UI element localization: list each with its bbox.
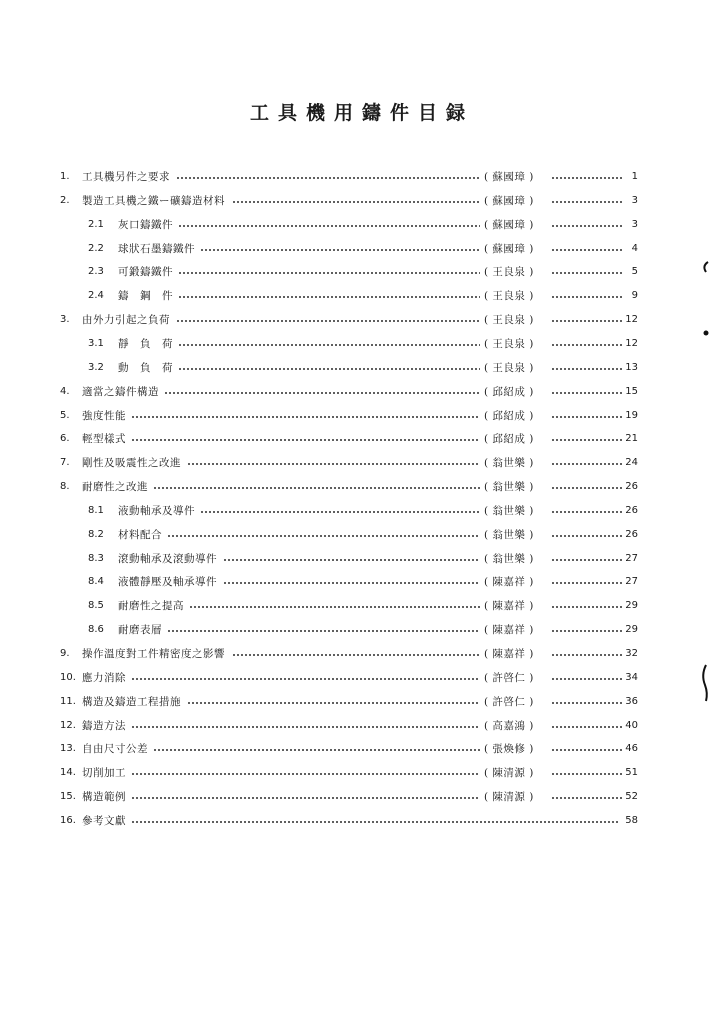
toc-entry-title: 可鍛鑄鐵件 bbox=[118, 266, 173, 278]
toc-entry-page: 15 bbox=[625, 386, 638, 397]
toc-entry-number: 16. bbox=[60, 815, 76, 826]
toc-entry-author: ( 蘇國璋 ) bbox=[484, 219, 534, 231]
toc-entry-page: 21 bbox=[625, 433, 638, 444]
toc-entry-number: 9. bbox=[60, 648, 70, 659]
toc-entry-page: 3 bbox=[631, 219, 638, 230]
toc-entry-page: 34 bbox=[625, 672, 638, 683]
toc-entry-title: 自由尺寸公差 bbox=[82, 743, 148, 755]
toc-entry-page: 24 bbox=[625, 457, 638, 468]
toc-entry-author: ( 蘇國璋 ) bbox=[484, 195, 534, 207]
toc-entry-number: 3.1 bbox=[88, 338, 104, 349]
toc-entry-number: 4. bbox=[60, 386, 70, 397]
toc-entry-page: 12 bbox=[625, 338, 638, 349]
toc-entry-author: ( 許啓仁 ) bbox=[484, 672, 534, 684]
toc-entry-title: 鑄造方法 bbox=[82, 720, 126, 732]
toc-entry-number: 8.2 bbox=[88, 529, 104, 540]
toc-entry-title: 參考文獻 bbox=[82, 815, 126, 827]
toc-entry-title: 液體靜壓及軸承導件 bbox=[118, 576, 217, 588]
toc-entry-page: 13 bbox=[625, 362, 638, 373]
toc-entry-author: ( 翁世樂 ) bbox=[484, 529, 534, 541]
toc-entry-title: 靜 負 荷 bbox=[118, 338, 173, 350]
toc-entry-page: 5 bbox=[631, 266, 638, 277]
toc-entry-author: ( 邱紹成 ) bbox=[484, 386, 534, 398]
toc-entry-author: ( 陳嘉祥 ) bbox=[484, 576, 534, 588]
toc-entry-author: ( 翁世樂 ) bbox=[484, 505, 534, 517]
toc-entry-title: 工具機另件之要求 bbox=[82, 171, 170, 183]
toc-entry-title: 滾動軸承及滾動導件 bbox=[118, 553, 217, 565]
scan-speck bbox=[704, 262, 708, 272]
toc-entry-title: 構造範例 bbox=[82, 791, 126, 803]
toc-entry-title: 液動軸承及導件 bbox=[118, 505, 195, 517]
toc-entry-author: ( 王良泉 ) bbox=[484, 314, 534, 326]
toc-entry-title: 輕型樣式 bbox=[82, 433, 126, 445]
toc-entry-title: 耐磨性之提高 bbox=[118, 600, 184, 612]
toc-entry-author: ( 張煥修 ) bbox=[484, 743, 534, 755]
toc-entry-author: ( 高嘉鴻 ) bbox=[484, 720, 534, 732]
toc-entry-page: 3 bbox=[631, 195, 638, 206]
toc-entry-page: 58 bbox=[625, 815, 638, 826]
toc-entry-page: 26 bbox=[625, 505, 638, 516]
toc-entry-title: 灰口鑄鐵件 bbox=[118, 219, 173, 231]
toc-entry-author: ( 邱紹成 ) bbox=[484, 433, 534, 445]
toc-entry-title: 球狀石墨鑄鐵件 bbox=[118, 243, 195, 255]
toc-entry-page: 19 bbox=[625, 410, 638, 421]
toc-entry-author: ( 王良泉 ) bbox=[484, 362, 534, 374]
toc-entry-number: 8. bbox=[60, 481, 70, 492]
toc-entry-author: ( 翁世樂 ) bbox=[484, 481, 534, 493]
toc-entry-title: 耐磨性之改進 bbox=[82, 481, 148, 493]
toc-entry-author: ( 蘇國璋 ) bbox=[484, 243, 534, 255]
toc-entry-page: 26 bbox=[625, 481, 638, 492]
toc-entry-author: ( 許啓仁 ) bbox=[484, 696, 534, 708]
toc-entry-page: 29 bbox=[625, 600, 638, 611]
toc-entry-author: ( 陳清源 ) bbox=[484, 767, 534, 779]
toc-entry-number: 2.2 bbox=[88, 243, 104, 254]
toc-entry-author: ( 王良泉 ) bbox=[484, 266, 534, 278]
toc-entry-page: 26 bbox=[625, 529, 638, 540]
toc-entry-title: 操作溫度對工件精密度之影響 bbox=[82, 648, 225, 660]
toc-entry-author: ( 翁世樂 ) bbox=[484, 457, 534, 469]
toc-entry-page: 32 bbox=[625, 648, 638, 659]
toc-entry-page: 51 bbox=[625, 767, 638, 778]
toc-entry-page: 1 bbox=[631, 171, 638, 182]
toc-entry-number: 3. bbox=[60, 314, 70, 325]
toc-entry-page: 40 bbox=[625, 720, 638, 731]
toc-entry-number: 8.5 bbox=[88, 600, 104, 611]
toc-entry-number: 2.3 bbox=[88, 266, 104, 277]
toc-entry-title: 動 負 荷 bbox=[118, 362, 173, 374]
toc-entry-author: ( 翁世樂 ) bbox=[484, 553, 534, 565]
toc-entry-number: 14. bbox=[60, 767, 76, 778]
toc-entry-page: 4 bbox=[631, 243, 638, 254]
toc-entry-title: 耐磨表層 bbox=[118, 624, 162, 636]
toc-entry-title: 材料配合 bbox=[118, 529, 162, 541]
toc-entry-title: 鑄 鋼 件 bbox=[118, 290, 173, 302]
toc-entry-number: 2.4 bbox=[88, 290, 104, 301]
toc-entry-title: 構造及鑄造工程措施 bbox=[82, 696, 181, 708]
toc-entry-number: 8.6 bbox=[88, 624, 104, 635]
toc-entry-page: 29 bbox=[625, 624, 638, 635]
scan-speck bbox=[703, 665, 707, 701]
toc-entry-title: 適當之鑄件構造 bbox=[82, 386, 159, 398]
toc-entry-number: 8.1 bbox=[88, 505, 104, 516]
toc-entry-number: 12. bbox=[60, 720, 76, 731]
toc-entry-title: 剛性及吸震性之改進 bbox=[82, 457, 181, 469]
toc-entry-number: 15. bbox=[60, 791, 76, 802]
toc-entry-number: 8.3 bbox=[88, 553, 104, 564]
toc-entry-author: ( 陳嘉祥 ) bbox=[484, 600, 534, 612]
toc-entry-author: ( 陳清源 ) bbox=[484, 791, 534, 803]
page-title: 工具機用鑄件目録 bbox=[249, 102, 474, 124]
toc-entry-title: 應力消除 bbox=[82, 672, 126, 684]
toc-entry-number: 2.1 bbox=[88, 219, 104, 230]
toc-entry-title: 由外力引起之負荷 bbox=[82, 314, 170, 326]
toc-entry-title: 製造工具機之鐵ー礦鑄造材料 bbox=[82, 195, 225, 207]
toc-entry-author: ( 陳嘉祥 ) bbox=[484, 624, 534, 636]
toc-entry-page: 12 bbox=[625, 314, 638, 325]
toc-entry-number: 3.2 bbox=[88, 362, 104, 373]
toc-entry-number: 6. bbox=[60, 433, 70, 444]
toc-entry-number: 7. bbox=[60, 457, 70, 468]
toc-entry-author: ( 陳嘉祥 ) bbox=[484, 648, 534, 660]
toc-entry-number: 13. bbox=[60, 743, 76, 754]
toc-entry-number: 5. bbox=[60, 410, 70, 421]
toc-entry-page: 46 bbox=[625, 743, 638, 754]
toc-entry-number: 8.4 bbox=[88, 576, 104, 587]
toc-entry-page: 52 bbox=[625, 791, 638, 802]
toc-entry-author: ( 邱紹成 ) bbox=[484, 410, 534, 422]
toc-entry-author: ( 蘇國璋 ) bbox=[484, 171, 534, 183]
toc-entry-title: 強度性能 bbox=[82, 410, 126, 422]
toc-entry-title: 切削加工 bbox=[82, 767, 126, 779]
toc-entry-author: ( 王良泉 ) bbox=[484, 338, 534, 350]
toc-entry-page: 27 bbox=[625, 553, 638, 564]
toc-entry-number: 2. bbox=[60, 195, 70, 206]
toc-entry-page: 9 bbox=[631, 290, 638, 301]
toc-entry-page: 36 bbox=[625, 696, 638, 707]
toc-entry-number: 10. bbox=[60, 672, 76, 683]
scan-speck bbox=[704, 331, 709, 336]
toc-entry-author: ( 王良泉 ) bbox=[484, 290, 534, 302]
toc-entry-number: 11. bbox=[60, 696, 76, 707]
toc-entry-number: 1. bbox=[60, 171, 70, 182]
toc-entry-page: 27 bbox=[625, 576, 638, 587]
